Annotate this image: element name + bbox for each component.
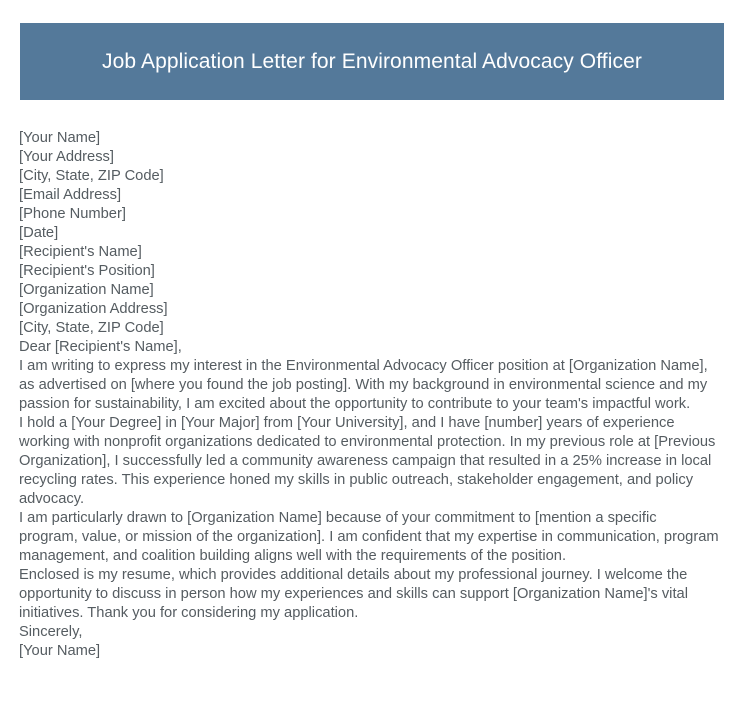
letter-line: Sincerely, (19, 624, 83, 640)
document-header-banner (20, 23, 724, 100)
letter-paragraph: I am writing to express my interest in the Environmental Advocacy Officer position at [Organization Name], as advertised on [where you found the job posting]. With my background in environmental science and my passion for sustainability, I am excited about the opportunity to contribute to your team's impactful work. (19, 358, 708, 412)
letter-line: [Your Name] (19, 130, 101, 146)
letter-line: [Your Name] (19, 643, 101, 659)
page-title: Job Application Letter for Environmental Advocacy Officer (102, 49, 642, 73)
letter-line: [City, State, ZIP Code] (19, 168, 164, 184)
letter-line: [Your Address] (19, 149, 114, 165)
letter-paragraph: I hold a [Your Degree] in [Your Major] from [Your University], and I have [number] years of experience working with nonprofit organizations dedicated to environmental protection. In my previous role at [Previous Organization], I successfully led a community awareness campaign that resulted in a 25% increase in local recycling rates. This experience honed my skills in public outreach, stakeholder engagement, and policy advocacy. (19, 415, 716, 507)
letter-body (19, 129, 719, 661)
letter-line: [Recipient's Name] (19, 244, 142, 260)
letter-line: [Phone Number] (19, 206, 126, 222)
letter-line: [Recipient's Position] (19, 263, 155, 279)
letter-paragraph: I am particularly drawn to [Organization Name] because of your commitment to [mention a specific program, value, or mission of the organization]. I am confident that my expertise in communication, program management, and coalition building aligns well with the requirements of the position. (19, 510, 719, 564)
letter-line: [City, State, ZIP Code] (19, 320, 164, 336)
letter-line: [Date] (19, 225, 59, 241)
letter-line: [Email Address] (19, 187, 122, 203)
letter-line: Dear [Recipient's Name], (19, 339, 182, 355)
letter-line: [Organization Name] (19, 282, 154, 298)
letter-paragraph: Enclosed is my resume, which provides additional details about my professional journey. I welcome the opportunity to discuss in person how my experiences and skills can support [Organization Name]'s vital initiatives. Thank you for considering my application. (19, 567, 688, 621)
letter-line: [Organization Address] (19, 301, 168, 317)
